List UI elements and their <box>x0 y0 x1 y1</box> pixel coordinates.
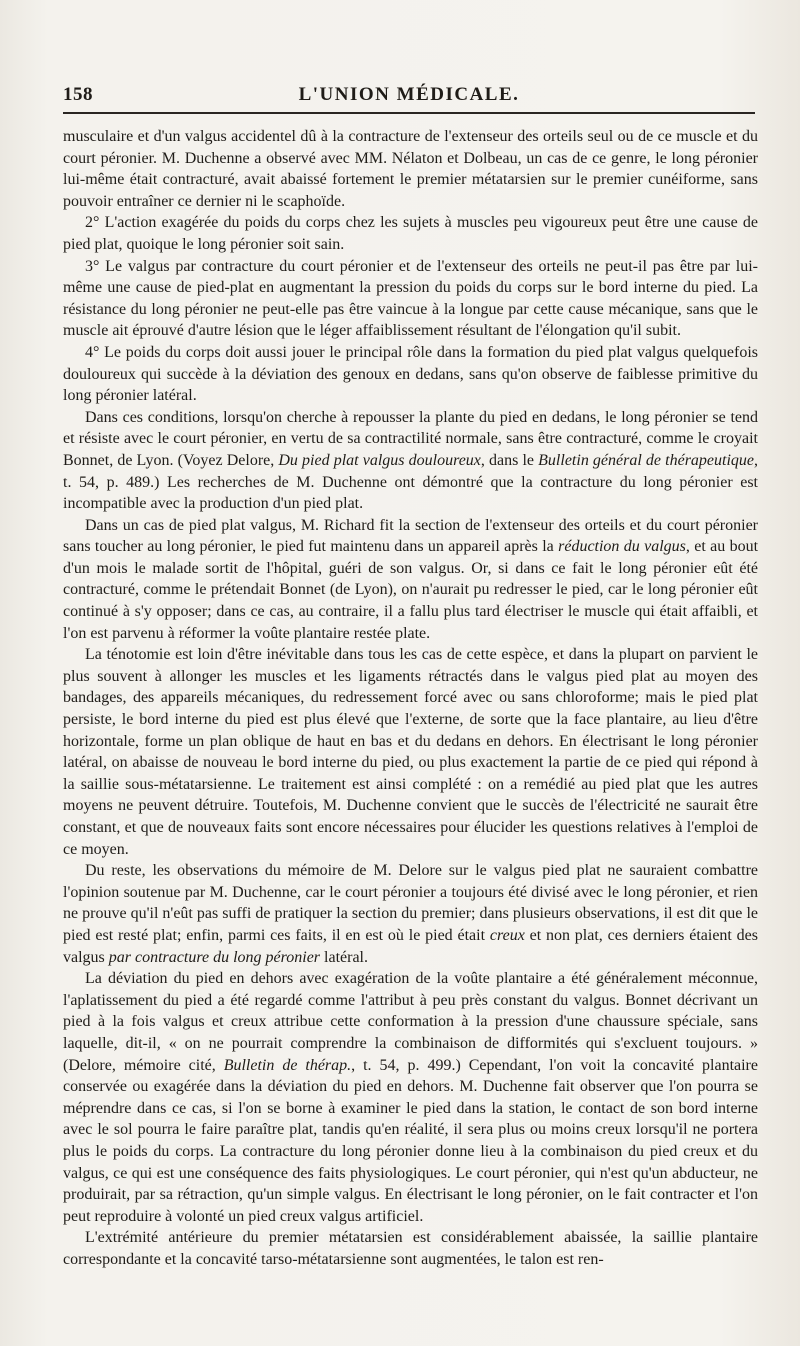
paragraph <box>63 1227 758 1270</box>
text-run: La ténotomie est loin d'être inévitable dans tous les cas de cette espèce, et dans la plupart on parvient le plus souvent à allonger les muscles et les ligaments rétractés dans le valgus pied plat au moyen des bandages, des appareils mécaniques, du redressement forcé avec ou sans chloroforme; mais le pied plat persiste, le bord interne du pied est plus élevé que l'externe, de sorte que la face plantaire, au lieu d'être horizontale, forme un plan oblique de haut en bas et du dedans en dehors. En électrisant le long péronier latéral, on abaisse de nouveau le bord interne du pied, ou plus exactement la partie de ce pied qui répond à la saillie sous-métatarsienne. Le traitement est ainsi complété : on a remédié au pied plat que les autres moyens ne peuvent détruire. Toutefois, M. Duchenne convient que le succès de l'électricité ne saurait être constant, et que de nouveaux faits sont encore nécessaires pour élucider les questions relatives à l'emploi de ce moyen. <box>63 646 758 858</box>
paragraph <box>63 212 758 255</box>
text-run: , dans le <box>480 451 539 469</box>
italic-citation: Bulletin de thérap. <box>223 1056 352 1074</box>
paragraph <box>63 644 758 860</box>
text-run: et non plat, ces derniers étaient des valgus <box>63 926 759 966</box>
paragraph <box>63 342 758 407</box>
text-run: Du reste, les observations du mémoire de M. Delore sur le valgus pied plat ne sauraient combattre l'opinion soutenue par M. Duchenne, car le court péronier a toujours été divisé avec le long péronier, et rien ne prouve qu'il n'eût pas suffi de pratiquer la section du premier; dans plusieurs observations, il est dit que le pied est resté plat; enfin, parmi ces faits, il en est où le pied était <box>63 862 758 944</box>
paragraph <box>63 407 758 515</box>
paragraph <box>63 126 758 212</box>
journal-title: L'UNION MÉDICALE. <box>298 84 520 105</box>
paragraph <box>63 256 758 342</box>
text-run: L'extrémité antérieure du premier métatarsien est considérablement abaissée, la saillie plantaire correspondante et la concavité tarso-métatarsienne sont augmentées, le talon est ren- <box>63 1229 758 1268</box>
article-body <box>63 126 758 1270</box>
text-run: 4° Le poids du corps doit aussi jouer le principal rôle dans la formation du pied plat valgus quelquefois douloureux qui succède à la déviation des genoux en dedans, sans qu'on observe de faiblesse primitive du long péronier latéral. <box>63 343 758 405</box>
italic-citation: par contracture du long péronier <box>108 948 321 966</box>
text-run: musculaire et d'un valgus accidentel dû à la contracture de l'extenseur des orteils seul ou de ce muscle et du court péronier. M. Duchenne a observé avec MM. Nélaton et Dolbeau, un cas de ce genre, le long péronier lui-même était contracturé, avait abaissé fortement le premier métatarsien sur le premier cunéiforme, sans pouvoir entraîner ce dernier ni le scaphoïde. <box>63 128 758 210</box>
text-run: Dans ces conditions, lorsqu'on cherche à repousser la plante du pied en dedans, le long péronier se tend et résiste avec le court péronier, en vertu de sa contractilité normale, sans être contracturé, comme le croyait Bonnet, de Lyon. (Voyez Delore, <box>63 408 758 469</box>
text-run: latéral. <box>320 948 368 966</box>
text-run: , t. 54, p. 499.) Cependant, l'on voit la concavité plantaire conservée ou exagérée dans la déviation du pied en dehors. M. Duchenne fait observer que l'on pourra se méprendre dans ce cas, si l'on se borne à examiner le pied dans la station, le contact de son bord interne avec le sol pourra le faire paraître plat, tandis qu'en réalité, il sera plus ou moins creux lorsqu'il ne portera plus le poids du corps. La contracture du long péronier donne lieu à la combinaison du pied creux et du valgus, ce qui est une conséquence des faits physiologiques. Le court péronier, qui n'est qu'un abducteur, ne produirait, par sa rétraction, qu'un simple valgus. En électrisant le long péronier, on le fait contracter et l'on peut reproduire à volonté un pied creux valgus artificiel. <box>63 1056 758 1225</box>
paragraph <box>63 860 758 968</box>
italic-citation: Du pied plat valgus douloureux <box>278 451 481 469</box>
running-head <box>63 80 755 114</box>
italic-citation: creux <box>489 926 525 944</box>
text-run: 3° Le valgus par contracture du court péronier et de l'extenseur des orteils ne peut-il pas être par lui-même une cause de pied-plat en augmentant la pression du poids du corps sur le bord interne du pied. La résistance du long péronier ne peut-elle pas être vaincue à la longue par cette cause mécanique, sans que le muscle ait éprouvé d'autre lésion que le léger affaiblissement résultant de l'élongation qu'il subit. <box>63 257 758 340</box>
text-run: , t. 54, p. 489.) Les recherches de M. Duchenne ont démontré que la contracture du long péronier est incompatible avec la production d'un pied plat. <box>63 451 759 513</box>
italic-citation: Bulletin général de thérapeutique <box>538 451 755 469</box>
page-number: 158 <box>63 84 93 105</box>
paragraph <box>63 968 758 1227</box>
text-run: Dans un cas de pied plat valgus, M. Richard fit la section de l'extenseur des orteils et du court péronier sans toucher au long péronier, le pied fut maintenu dans un appareil après la <box>63 516 758 556</box>
text-run: La déviation du pied en dehors avec exagération de la voûte plantaire a été généralement méconnue, l'aplatissement du pied a été regardé comme l'attribut à peu près constant du valgus. Bonnet décrivant un pied à la fois valgus et creux attribue cette conformation à la pression d'une chaussure spéciale, sans laquelle, dit-il, « on ne pourrait comprendre la combinaison de difformités qui s'excluent toujours. » (Delore, mémoire cité, <box>63 970 758 1074</box>
italic-citation: réduction du valgus <box>558 538 686 556</box>
paragraph <box>63 515 758 645</box>
text-run: 2° L'action exagérée du poids du corps chez les sujets à muscles peu vigoureux peut être une cause de pied plat, quoique le long péronier soit sain. <box>63 214 758 253</box>
text-run: , et au bout d'un mois le malade sortit de l'hôpital, guéri de son valgus. Or, si dans ce fait le long péronier eût été contracturé, comme le prétendait Bonnet (de Lyon), on n'aurait pu redresser le pied, car le long péronier eût continué à s'y opposer; dans ce cas, au contraire, il a fallu plus tard électriser le muscle qui était affaibli, et l'on est parvenu à réformer la voûte plantaire restée plate. <box>63 538 759 642</box>
